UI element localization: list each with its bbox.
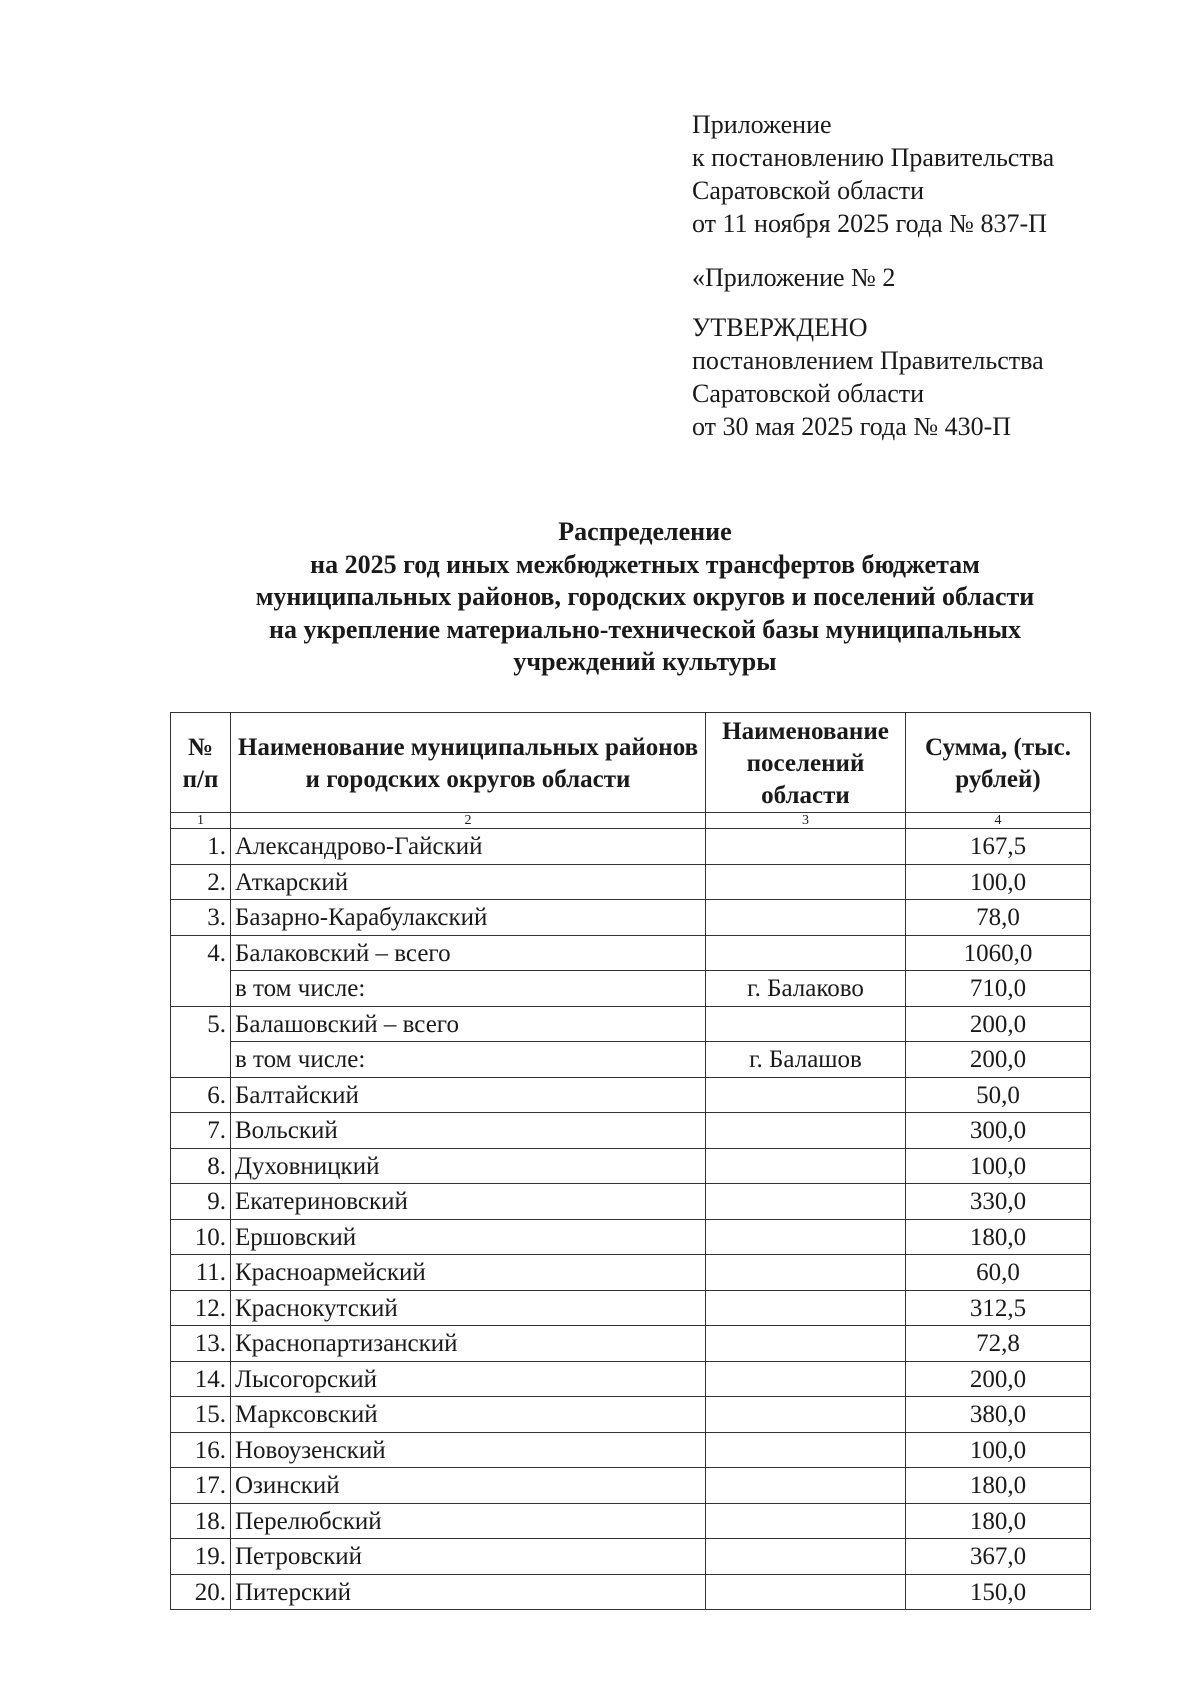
- row-sum: 312,5: [906, 1290, 1091, 1326]
- table-row: [171, 1574, 1091, 1610]
- row-district-name: Аткарский: [231, 864, 706, 900]
- distribution-table: [170, 712, 1091, 1610]
- appendix-line: к постановлению Правительства: [692, 143, 1055, 172]
- row-sum: 167,5: [906, 829, 1091, 865]
- table-row: [171, 971, 1091, 1007]
- table-row: [171, 1361, 1091, 1397]
- row-number: 5.: [171, 1006, 231, 1042]
- row-sum: 200,0: [906, 1361, 1091, 1397]
- appendix-line: Приложение: [692, 110, 832, 139]
- row-district-name: в том числе:: [231, 1042, 706, 1078]
- row-settlement-name: [706, 1326, 906, 1362]
- header-number: № п/п: [171, 713, 231, 813]
- row-settlement-name: [706, 935, 906, 971]
- row-sum: 100,0: [906, 1432, 1091, 1468]
- row-district-name: Балаковский – всего: [231, 935, 706, 971]
- row-settlement-name: [706, 829, 906, 865]
- row-district-name: в том числе:: [231, 971, 706, 1007]
- appendix-reference: «Приложение № 2: [692, 263, 896, 292]
- column-number: 2: [231, 813, 706, 829]
- row-settlement-name: [706, 1290, 906, 1326]
- appendix-header: [692, 108, 1172, 443]
- header-district-name: Наименование муниципальных районов и городских округов области: [231, 713, 706, 813]
- row-number: 17.: [171, 1468, 231, 1504]
- row-number: 15.: [171, 1397, 231, 1433]
- row-number: 16.: [171, 1432, 231, 1468]
- row-district-name: Краснопартизанский: [231, 1326, 706, 1362]
- row-district-name: Петровский: [231, 1539, 706, 1575]
- row-number: 20.: [171, 1574, 231, 1610]
- row-settlement-name: [706, 1539, 906, 1575]
- column-number: 4: [906, 813, 1091, 829]
- row-number: 6.: [171, 1077, 231, 1113]
- row-sum: 180,0: [906, 1468, 1091, 1504]
- row-settlement-name: [706, 1077, 906, 1113]
- table-row: [171, 935, 1091, 971]
- table-row: [171, 1397, 1091, 1433]
- row-district-name: Перелюбский: [231, 1503, 706, 1539]
- table-row: [171, 1432, 1091, 1468]
- row-district-name: Красноармейский: [231, 1255, 706, 1291]
- table-row: [171, 864, 1091, 900]
- column-numbers-row: [171, 813, 1091, 829]
- row-district-name: Балтайский: [231, 1077, 706, 1113]
- row-district-name: Александрово-Гайский: [231, 829, 706, 865]
- row-district-name: Краснокутский: [231, 1290, 706, 1326]
- row-sum: 200,0: [906, 1042, 1091, 1078]
- row-number: 14.: [171, 1361, 231, 1397]
- row-number: 8.: [171, 1148, 231, 1184]
- table-row: [171, 1255, 1091, 1291]
- table-row: [171, 1219, 1091, 1255]
- row-district-name: Питерский: [231, 1574, 706, 1610]
- row-number: 11.: [171, 1255, 231, 1291]
- approved-line: Саратовской области: [692, 379, 925, 408]
- column-number: 1: [171, 813, 231, 829]
- row-settlement-name: [706, 864, 906, 900]
- table-row: [171, 1006, 1091, 1042]
- row-sum: 50,0: [906, 1077, 1091, 1113]
- header-sum: Сумма, (тыс. рублей): [906, 713, 1091, 813]
- row-number: [171, 971, 231, 1007]
- title-line: Распределение: [558, 517, 732, 546]
- row-sum: 78,0: [906, 900, 1091, 936]
- title-line: учреждений культуры: [513, 647, 777, 676]
- table-row: [171, 829, 1091, 865]
- row-settlement-name: [706, 1006, 906, 1042]
- title-line: муниципальных районов, городских округов и поселений области: [255, 582, 1035, 611]
- appendix-line: Саратовской области: [692, 176, 925, 205]
- column-number: 3: [706, 813, 906, 829]
- row-district-name: Озинский: [231, 1468, 706, 1504]
- row-sum: 150,0: [906, 1574, 1091, 1610]
- table-row: [171, 1042, 1091, 1078]
- row-number: 9.: [171, 1184, 231, 1220]
- row-number: 2.: [171, 864, 231, 900]
- row-sum: 1060,0: [906, 935, 1091, 971]
- row-number: 3.: [171, 900, 231, 936]
- row-sum: 380,0: [906, 1397, 1091, 1433]
- row-number: 1.: [171, 829, 231, 865]
- row-district-name: Базарно-Карабулакский: [231, 900, 706, 936]
- row-settlement-name: [706, 1503, 906, 1539]
- table-row: [171, 1184, 1091, 1220]
- row-settlement-name: [706, 1113, 906, 1149]
- row-settlement-name: г. Балаково: [706, 971, 906, 1007]
- row-settlement-name: [706, 1432, 906, 1468]
- row-district-name: Ершовский: [231, 1219, 706, 1255]
- row-settlement-name: [706, 1184, 906, 1220]
- table-row: [171, 1077, 1091, 1113]
- row-number: 7.: [171, 1113, 231, 1149]
- row-sum: 300,0: [906, 1113, 1091, 1149]
- row-number: 4.: [171, 935, 231, 971]
- row-settlement-name: [706, 900, 906, 936]
- table-header-row: [171, 713, 1091, 813]
- row-sum: 200,0: [906, 1006, 1091, 1042]
- table-row: [171, 1468, 1091, 1504]
- row-number: 18.: [171, 1503, 231, 1539]
- row-number: 19.: [171, 1539, 231, 1575]
- row-district-name: Лысогорский: [231, 1361, 706, 1397]
- row-settlement-name: [706, 1574, 906, 1610]
- row-settlement-name: [706, 1397, 906, 1433]
- row-number: 12.: [171, 1290, 231, 1326]
- title-line: на укрепление материально-технической базы муниципальных: [268, 614, 1022, 644]
- row-district-name: Балашовский – всего: [231, 1006, 706, 1042]
- table-row: [171, 1503, 1091, 1539]
- table-row: [171, 900, 1091, 936]
- row-district-name: Вольский: [231, 1113, 706, 1149]
- table-row: [171, 1148, 1091, 1184]
- row-number: 13.: [171, 1326, 231, 1362]
- approved-line: постановлением Правительства: [692, 346, 1044, 375]
- row-sum: 72,8: [906, 1326, 1091, 1362]
- table-row: [171, 1113, 1091, 1149]
- row-sum: 100,0: [906, 1148, 1091, 1184]
- row-district-name: Духовницкий: [231, 1148, 706, 1184]
- table-row: [171, 1539, 1091, 1575]
- document-title: [170, 516, 1120, 679]
- appendix-line: от 11 ноября 2025 года № 837-П: [692, 209, 1047, 238]
- row-sum: 180,0: [906, 1219, 1091, 1255]
- row-district-name: Новоузенский: [231, 1432, 706, 1468]
- row-sum: 330,0: [906, 1184, 1091, 1220]
- table-row: [171, 1326, 1091, 1362]
- table-row: [171, 1290, 1091, 1326]
- row-number: 10.: [171, 1219, 231, 1255]
- row-sum: 100,0: [906, 864, 1091, 900]
- row-district-name: Марксовский: [231, 1397, 706, 1433]
- row-sum: 60,0: [906, 1255, 1091, 1291]
- approved-line: УТВЕРЖДЕНО: [692, 313, 868, 342]
- row-settlement-name: [706, 1219, 906, 1255]
- row-district-name: Екатериновский: [231, 1184, 706, 1220]
- row-sum: 180,0: [906, 1503, 1091, 1539]
- header-settlement-name: Наименование поселений области: [706, 713, 906, 813]
- approved-line: от 30 мая 2025 года № 430-П: [692, 412, 1012, 441]
- row-sum: 367,0: [906, 1539, 1091, 1575]
- row-settlement-name: [706, 1148, 906, 1184]
- row-settlement-name: [706, 1255, 906, 1291]
- row-settlement-name: г. Балашов: [706, 1042, 906, 1078]
- row-settlement-name: [706, 1468, 906, 1504]
- row-number: [171, 1042, 231, 1078]
- row-settlement-name: [706, 1361, 906, 1397]
- title-line: на 2025 год иных межбюджетных трансфертов бюджетам: [310, 549, 980, 579]
- row-sum: 710,0: [906, 971, 1091, 1007]
